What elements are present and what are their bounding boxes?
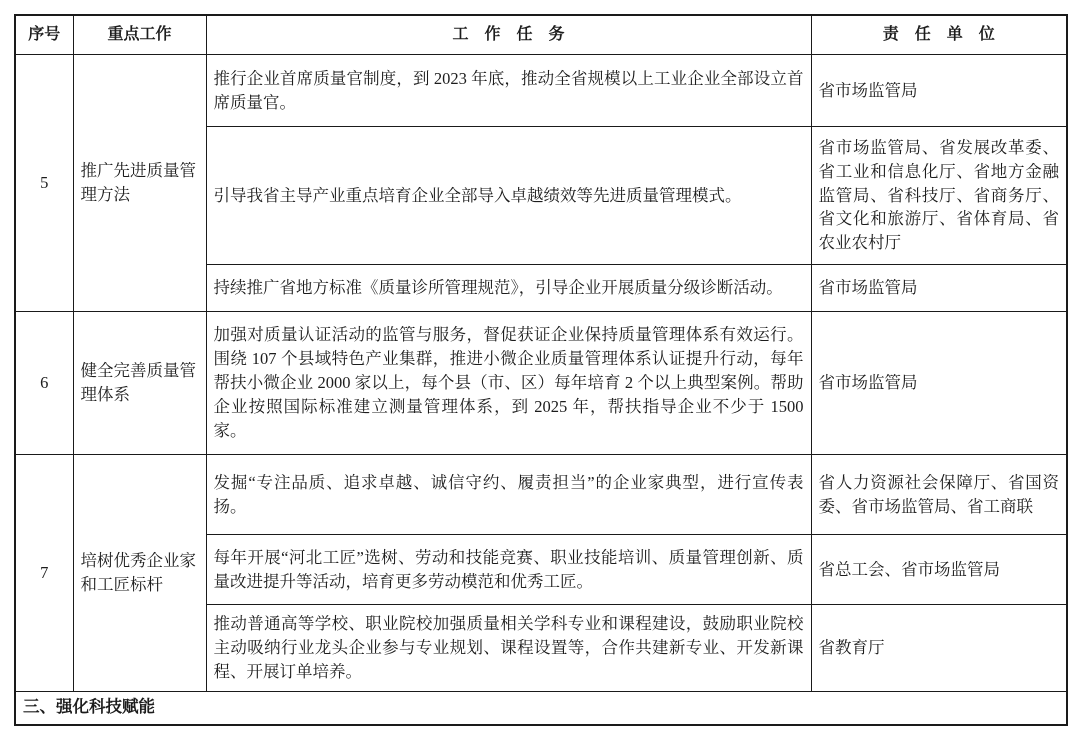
col-header-serial: 序号 [15, 15, 73, 55]
col-header-task: 工 作 任 务 [206, 15, 811, 55]
table-row [15, 312, 1067, 455]
task-cell: 加强对质量认证活动的监管与服务，督促获证企业保持质量管理体系有效运行。围绕 107 个县域特色产业集群，推进小微企业质量管理体系认证提升行动，每年帮扶小微企业 2000 家以上，每个县（市、区）每年培育 2 个以上典型案例。帮助企业按照国际标准建立测量管理体系，到 2025 年，帮扶指导企业不少于 1500 家。 [206, 312, 811, 455]
unit-cell: 省市场监管局、省发展改革委、省工业和信息化厅、省地方金融监管局、省科技厅、省商务厅、省文化和旅游厅、省体育局、省农业农村厅 [811, 127, 1067, 265]
col-header-key-work: 重点工作 [73, 15, 206, 55]
col-header-unit: 责 任 单 位 [811, 15, 1067, 55]
table-header-row [15, 15, 1067, 55]
serial-cell-6: 6 [15, 312, 73, 455]
table-row [15, 455, 1067, 535]
task-cell: 推行企业首席质量官制度，到 2023 年底，推动全省规模以上工业企业全部设立首席质量官。 [206, 55, 811, 127]
key-work-cell-6: 健全完善质量管理体系 [73, 312, 206, 455]
task-cell: 每年开展“河北工匠”选树、劳动和技能竞赛、职业技能培训、质量管理创新、质量改进提升等活动，培育更多劳动模范和优秀工匠。 [206, 535, 811, 605]
section-header-label: 三、强化科技赋能 [15, 692, 1067, 725]
task-cell: 发掘“专注品质、追求卓越、诚信守约、履责担当”的企业家典型，进行宣传表扬。 [206, 455, 811, 535]
unit-cell: 省市场监管局 [811, 55, 1067, 127]
work-tasks-table [14, 14, 1068, 726]
key-work-cell-5: 推广先进质量管理方法 [73, 55, 206, 312]
unit-cell: 省市场监管局 [811, 312, 1067, 455]
unit-cell: 省市场监管局 [811, 265, 1067, 312]
unit-cell: 省人力资源社会保障厅、省国资委、省市场监管局、省工商联 [811, 455, 1067, 535]
section-header-row [15, 692, 1067, 725]
serial-cell-7: 7 [15, 455, 73, 692]
task-cell: 引导我省主导产业重点培育企业全部导入卓越绩效等先进质量管理模式。 [206, 127, 811, 265]
unit-cell: 省教育厅 [811, 605, 1067, 692]
task-cell: 持续推广省地方标准《质量诊所管理规范》，引导企业开展质量分级诊断活动。 [206, 265, 811, 312]
unit-cell: 省总工会、省市场监管局 [811, 535, 1067, 605]
table-row [15, 55, 1067, 127]
key-work-cell-7: 培树优秀企业家和工匠标杆 [73, 455, 206, 692]
task-cell: 推动普通高等学校、职业院校加强质量相关学科专业和课程建设，鼓励职业院校主动吸纳行业龙头企业参与专业规划、课程设置等，合作共建新专业、开发新课程、开展订单培养。 [206, 605, 811, 692]
serial-cell-5: 5 [15, 55, 73, 312]
